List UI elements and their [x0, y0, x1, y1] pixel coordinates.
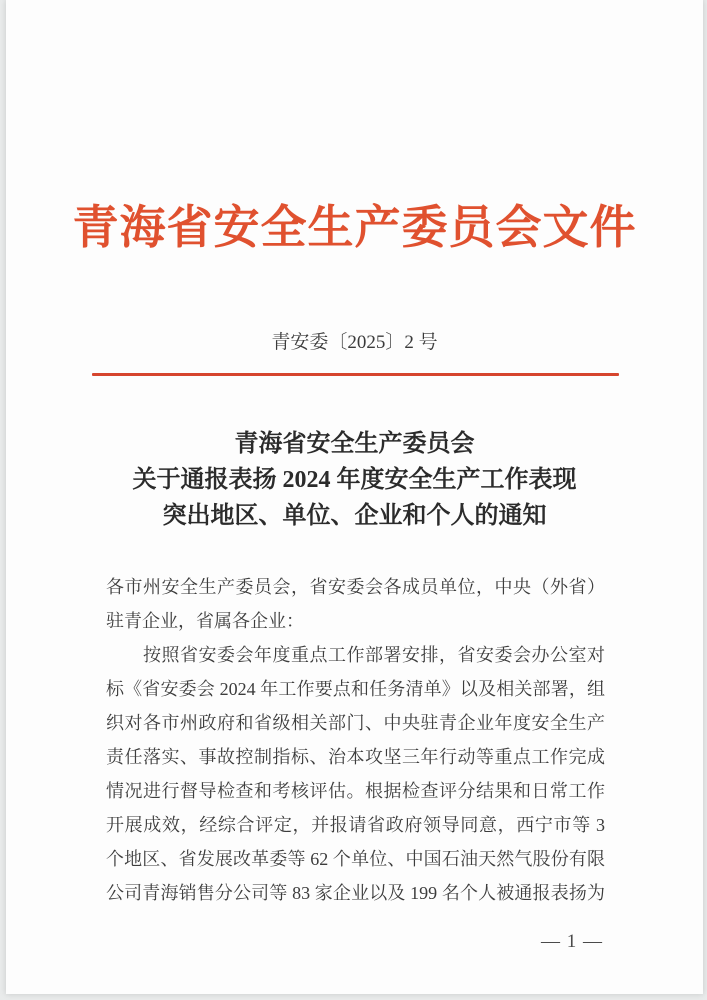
body-line: 公司青海销售分公司等 83 家企业以及 199 名个人被通报表扬为 [106, 883, 605, 903]
document-number: 青安委〔2025〕2 号 [271, 332, 438, 353]
body-line: 各市州安全生产委员会，省安委会各成员单位，中央（外省） [106, 577, 605, 597]
body-line: 驻青企业，省属各企业： [106, 611, 304, 631]
document-body [106, 570, 605, 910]
document-header-title: 青海省安全生产委员会文件 [72, 202, 637, 253]
body-line: 个地区、省发展改革委等 62 个单位、中国石油天然气股份有限 [106, 849, 605, 869]
body-line: 按照省安委会年度重点工作部署安排，省安委会办公室对 [143, 645, 605, 665]
body-line: 情况进行督导检查和考核评估。根据检查评分结果和日常工作 [106, 781, 605, 801]
body-line: 开展成效，经综合评定，并报请省政府领导同意，西宁市等 3 [106, 815, 605, 835]
notice-title [6, 426, 703, 534]
red-divider-line [92, 373, 619, 376]
document-page [6, 0, 703, 994]
body-line: 织对各市州政府和省级相关部门、中央驻青企业年度安全生产 [106, 713, 605, 733]
notice-title-line-3: 突出地区、单位、企业和个人的通知 [162, 503, 547, 529]
body-line: 标《省安委会 2024 年工作要点和任务清单》以及相关部署，组 [106, 679, 605, 699]
page-number: — 1 — [541, 931, 603, 952]
notice-title-line-2: 关于通报表扬 2024 年度安全生产工作表现 [132, 467, 577, 493]
notice-title-line-1: 青海省安全生产委员会 [234, 431, 475, 457]
body-line: 责任落实、事故控制指标、治本攻坚三年行动等重点工作完成 [106, 747, 605, 767]
